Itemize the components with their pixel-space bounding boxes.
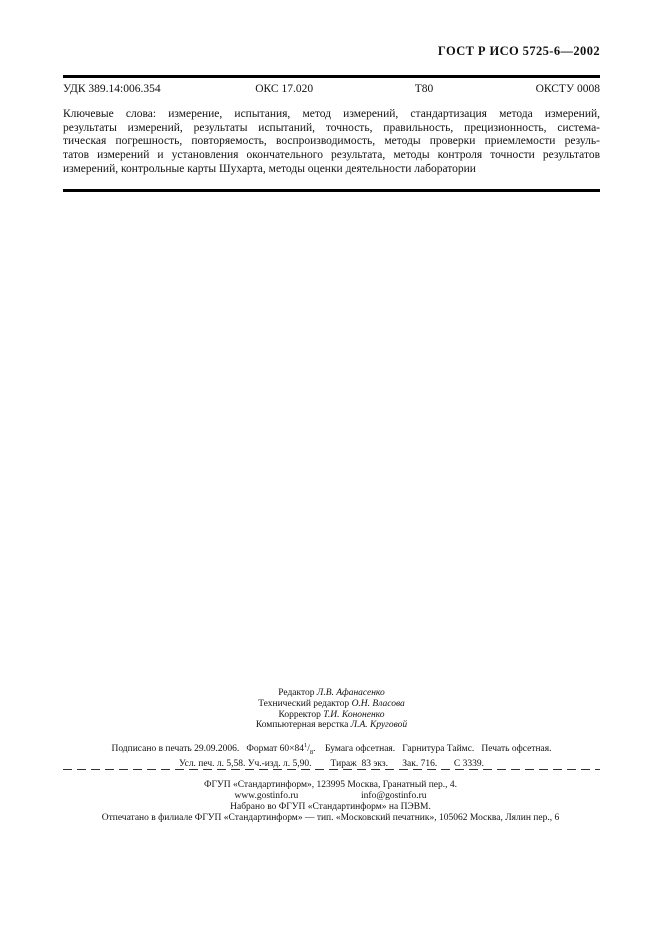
editorial-staff-block: [63, 688, 600, 731]
group-code: Т80: [414, 83, 434, 95]
staff-line: [63, 688, 600, 699]
classification-row: [63, 83, 600, 95]
okstu-code: ОКСТУ 0008: [535, 83, 600, 95]
staff-role: Редактор: [278, 688, 315, 698]
keywords-line: татов измерений и установления окончательного результата, методы контроля точности результатов: [63, 149, 600, 162]
staff-line: [63, 720, 600, 731]
staff-name: Т.И. Кононенко: [323, 709, 385, 720]
publisher-block: [40, 780, 621, 824]
imprint-block: [63, 740, 600, 770]
staff-role: Технический редактор: [258, 698, 350, 709]
imprint-line1-prefix: Подписано в печать 29.09.2006. Формат 60×84: [111, 744, 305, 755]
publisher-email: info@gostinfo.ru: [361, 791, 427, 801]
standard-code-header: ГОСТ Р ИСО 5725-6—2002: [437, 44, 600, 58]
header-rule: [63, 75, 600, 78]
publisher-address: ФГУП «Стандартинформ», 123995 Москва, Гранатный пер., 4.: [203, 780, 458, 790]
publisher-typeset: Набрано во ФГУП «Стандартинформ» на ПЭВМ.: [230, 802, 431, 812]
publisher-website: www.gostinfo.ru: [234, 791, 299, 801]
keywords-bottom-rule: [63, 189, 600, 192]
keywords-line: измерений, контрольные карты Шухарта, методы оценки деятельности лаборатории: [63, 162, 476, 175]
publisher-contacts: [40, 791, 621, 802]
staff-name: О.Н. Власова: [351, 698, 405, 709]
udk-code: УДК 389.14:006.354: [63, 83, 161, 95]
staff-name: Л.В. Афанасенко: [316, 688, 385, 698]
format-fraction-slash: /: [307, 744, 310, 755]
publisher-printed: Отпечатано в филиале ФГУП «Стандартинформ» — тип. «Московский печатник», 105062 Москва, Лялин пер., 6: [101, 813, 560, 823]
keywords-line: тическая погрешность, повторяемость, воспроизводимость, методы проверки приемлемости резуль-: [63, 135, 600, 148]
keywords-paragraph: [63, 108, 600, 177]
format-fraction-numerator: 1: [304, 742, 308, 749]
oks-code: ОКС 17.020: [255, 83, 314, 95]
imprint-line-2: Усл. печ. л. 5,58. Уч.-изд. л. 5,90. Тираж 83 экз. Зак. 716. С 3339.: [179, 758, 484, 769]
staff-name: Л.А. Круговой: [350, 720, 408, 731]
staff-line: [63, 710, 600, 721]
imprint-line1-suffix: . Бумага офсетная. Гарнитура Таймс. Печать офсетная.: [313, 744, 552, 755]
staff-role: Компьютерная верстка: [255, 720, 349, 731]
keywords-line: Ключевые слова: измерение, испытания, метод измерений, стандартизация метода измерений,: [63, 108, 600, 120]
format-fraction-denominator: 8: [309, 749, 314, 757]
footer-dashed-rule: [63, 769, 600, 770]
keywords-line: результаты измерений, результаты испытаний, точность, правильность, прецизионность, система-: [63, 121, 600, 134]
imprint-line-1: [63, 740, 600, 759]
staff-line: [63, 699, 600, 710]
staff-role: Корректор: [278, 709, 321, 720]
